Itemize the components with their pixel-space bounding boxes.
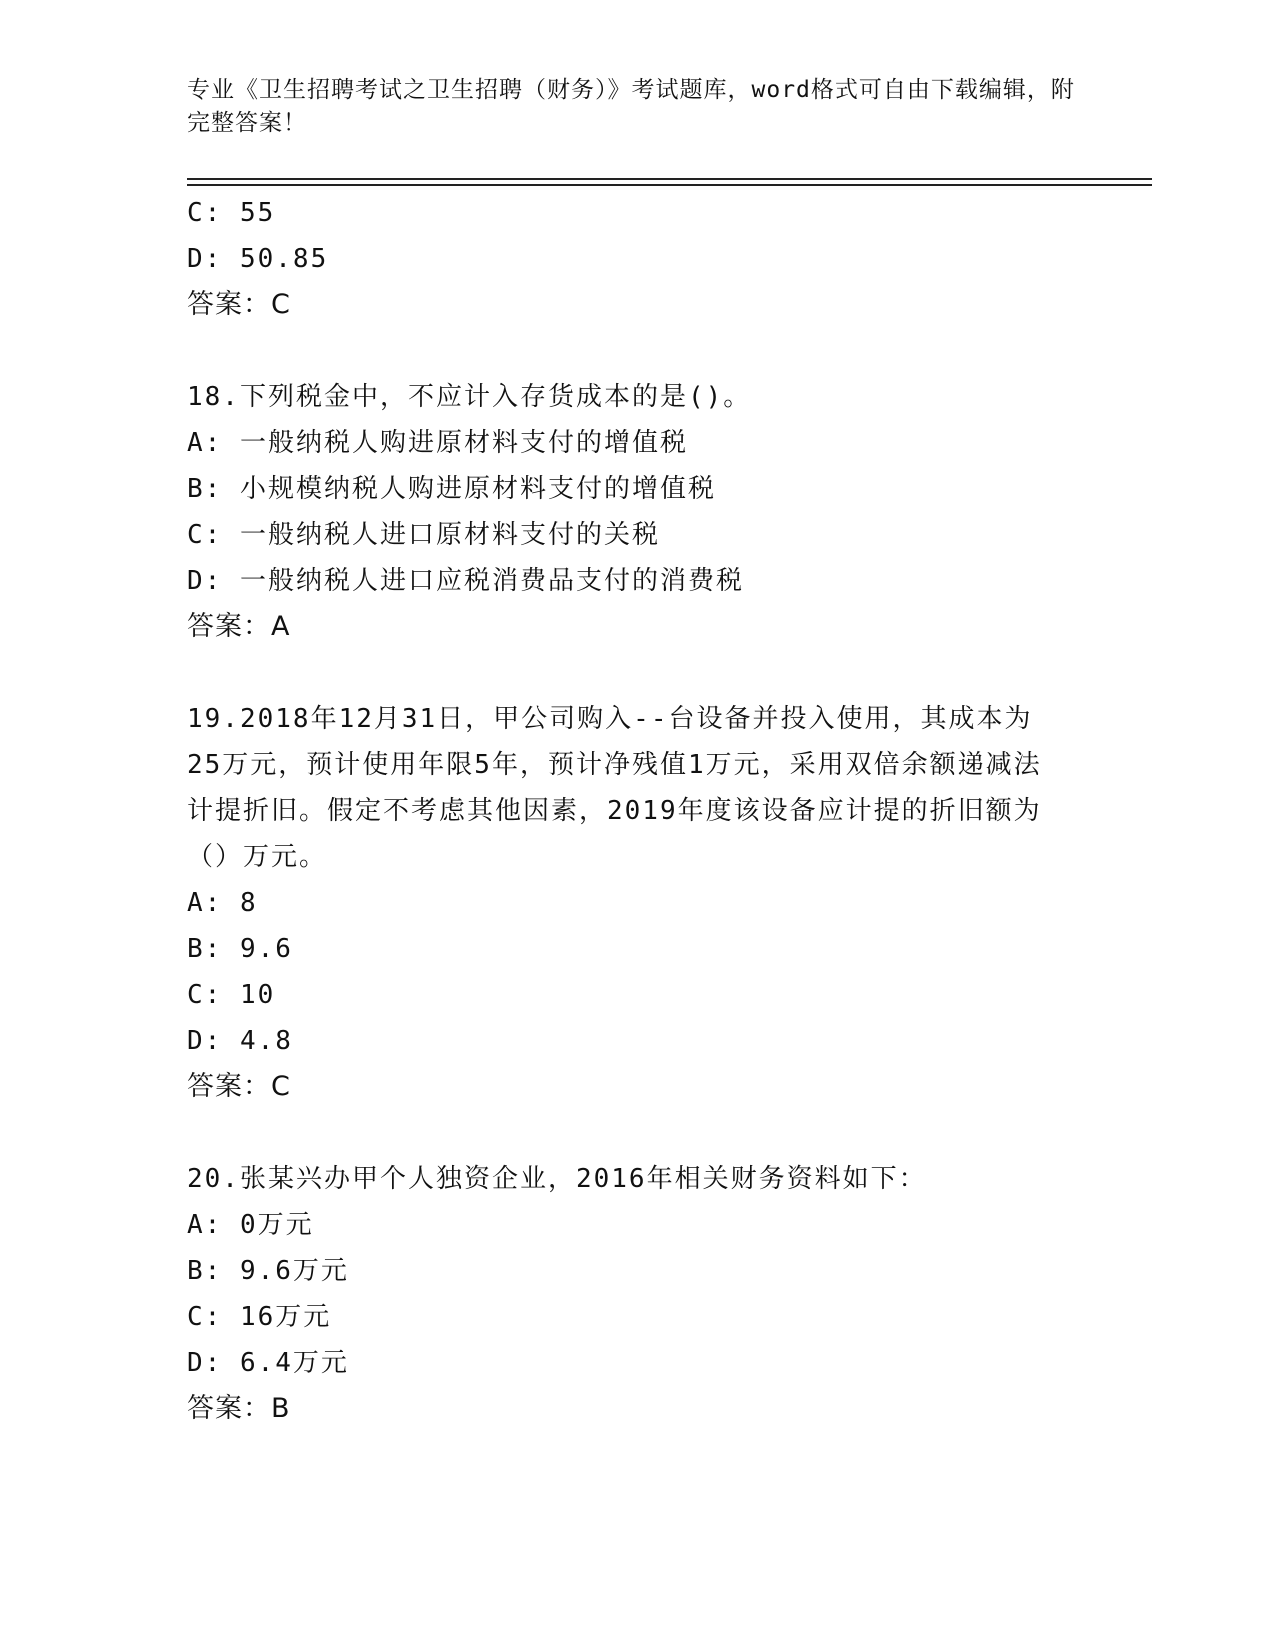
option-b: B: 9.6万元 <box>187 1256 349 1286</box>
header-divider-bottom <box>187 184 1152 186</box>
option-c: C: 10 <box>187 980 276 1010</box>
question-stem: 18.下列税金中，不应计入存货成本的是()。 <box>187 382 752 412</box>
option-a: A: 0万元 <box>187 1210 314 1240</box>
answer-label: 答案：A <box>187 611 291 642</box>
answer-label: 答案：C <box>187 289 291 320</box>
question-stem: 19.2018年12月31日，甲公司购入--台设备并投入使用，其成本为25万元，预计使用年限5年，预计净残值1万元，采用双倍余额递减法计提折旧。假定不考虑其他因素，2019年度该设备应计提的折旧额为（）万元。 <box>187 704 1042 872</box>
option-c: C: 一般纳税人进口原材料支付的关税 <box>187 520 660 550</box>
question-block-20 <box>187 1156 1152 1432</box>
option-d: D: 50.85 <box>187 244 329 274</box>
document-header: 专业《卫生招聘考试之卫生招聘（财务）》考试题库，word格式可自由下载编辑，附完整答案！ <box>187 77 1075 136</box>
answer-label: 答案：C <box>187 1071 291 1102</box>
header-divider-top <box>187 178 1152 180</box>
spacer <box>187 1110 1152 1156</box>
option-a: A: 8 <box>187 888 258 918</box>
option-d: D: 6.4万元 <box>187 1348 349 1378</box>
option-b: B: 小规模纳税人购进原材料支付的增值税 <box>187 474 716 504</box>
option-c: C: 55 <box>187 198 276 228</box>
answer-label: 答案：B <box>187 1393 291 1424</box>
question-block-19 <box>187 696 1152 1110</box>
question-list <box>187 190 1152 1432</box>
option-c: C: 16万元 <box>187 1302 332 1332</box>
option-d: D: 一般纳税人进口应税消费品支付的消费税 <box>187 566 744 596</box>
spacer <box>187 328 1152 374</box>
question-block-continued <box>187 190 1152 328</box>
option-b: B: 9.6 <box>187 934 293 964</box>
option-d: D: 4.8 <box>187 1026 293 1056</box>
option-a: A: 一般纳税人购进原材料支付的增值税 <box>187 428 688 458</box>
spacer <box>187 650 1152 696</box>
question-block-18 <box>187 374 1152 650</box>
question-stem: 20.张某兴办甲个人独资企业，2016年相关财务资料如下： <box>187 1164 927 1194</box>
